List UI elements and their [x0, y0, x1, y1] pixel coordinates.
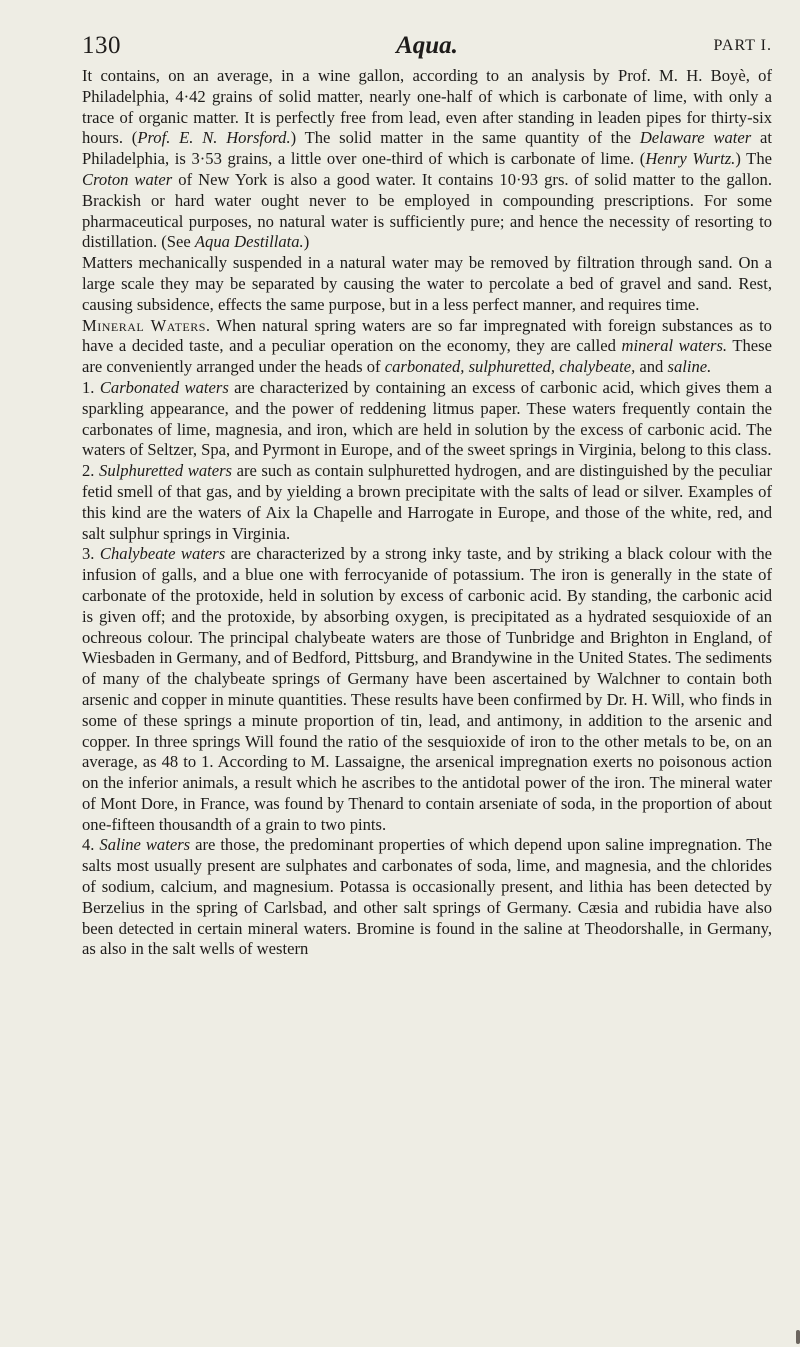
text-run: 2. [82, 461, 100, 481]
paragraph [82, 835, 772, 960]
paragraph [82, 253, 772, 315]
print-speck [796, 1330, 800, 1344]
paragraph [82, 378, 772, 461]
text-run: ) The [735, 149, 772, 169]
paragraph [82, 316, 772, 378]
text-run: When natural spring waters are so far impregnated with foreign substances as to have a decided taste, and a peculiar operation on the economy, they are called [82, 315, 772, 356]
page-header [82, 30, 772, 66]
italic-text: Saline waters [99, 835, 191, 855]
page-number: 130 [82, 32, 121, 59]
text-run: ) [303, 232, 310, 252]
italic-text: Delaware water [639, 128, 752, 148]
italic-text: Croton water [82, 169, 173, 189]
italic-text: carbonated, sulphuretted, chalybeate, [384, 357, 636, 377]
text-run: are characterized by a strong inky taste, and by striking a black colour with the infusion of galls, and a blue one with ferrocyanide of potassium. The iron is generally in the state of carbonate of the protoxide, held in solution by excess of carbonic acid. By standing, the carbonic acid is given off; and the protoxide, by absorbing oxygen, is precipitated as a hydrated sesquioxide of an ochreous colour. The principal chalybeate waters are those of Tunbridge and Brighton in England, of Wiesbaden in Germany, and of Bedford, Pittsburg, and Brandywine in the United States. The sediments of many of the chalybeate springs of Germany have been ascertained by Walchner to contain both arsenic and copper in minute quantities. These results have been confirmed by Dr. H. Will, who finds in some of these springs a minute proportion of tin, lead, and antimony, in addition to the arsenic and copper. In three springs Will found the ratio of the sesquioxide of iron to the other metals to be, on an average, as 48 to 1. According to M. Lassaigne, the arsenical impregnation exerts no poisonous action on the inferior animals, a result which he ascribes to the antidotal power of the iron. The mineral water of Mont Dore, in France, was found by Thenard to contain arseniate of soda, in the proportion of about one-fifteen thousandth of a grain to two pints. [82, 544, 772, 834]
text-run: at Philadelphia, is 3·53 grains, a little over one-third of which is carbonate of lime. ( [82, 128, 772, 169]
part-label: PART I. [713, 37, 772, 54]
text-run: are such as contain sulphuretted hydrogen, and are distinguished by the peculiar fetid smell of that gas, and by yielding a brown precipitate with the salts of lead or silver. Examples of this kind are the waters of Aix la Chapelle and Harrogate in Europe, and those of the white, red, and salt sulphur springs in Virginia. [82, 461, 772, 543]
italic-text: Aqua Destillata. [194, 232, 304, 252]
text-run: 3. [82, 544, 100, 564]
paragraph [82, 66, 772, 253]
book-page [82, 30, 772, 960]
text-run: 4. [82, 835, 100, 855]
italic-text: Chalybeate waters [99, 544, 226, 564]
text-run: It contains, on an average, in a wine gallon, according to an analysis by Prof. M. H. Boyè, of Philadelphia, 4·42 grains of solid matter, nearly one-half of which is carbonate of lime, with only a trace of organic matter. It is perfectly free from lead, even after standing in leaden pipes for thirty-six hours. ( [82, 66, 772, 148]
text-run: are characterized by containing an excess of carbonic acid, which gives them a sparkling appearance, and the power of reddening litmus paper. These waters frequently contain the carbonates of lime, magnesia, and iron, which are held in solution by the excess of carbonic acid. The waters of Seltzer, Spa, and Pyrmont in Europe, and of the sweet springs in Virginia, belong to this class. [82, 377, 773, 460]
section-heading: Mineral Waters. [82, 315, 211, 335]
paragraph [82, 544, 772, 835]
italic-text: Henry Wurtz. [645, 149, 736, 169]
text-run: and [635, 357, 668, 377]
italic-text: saline. [667, 357, 712, 377]
italic-text: Carbonated waters [99, 377, 229, 397]
text-run: ) The solid matter in the same quantity of the [290, 128, 640, 148]
italic-text: mineral waters. [621, 336, 728, 356]
text-run: These are conveniently arranged under the heads of [82, 336, 772, 377]
italic-text: Prof. E. N. Horsford. [137, 128, 291, 148]
italic-text: Sulphuretted waters [99, 461, 233, 481]
text-run: are those, the predominant properties of which depend upon saline impregnation. The salts most usually present are sulphates and carbonates of soda, lime, and magnesia, and the chlorides of sodium, calcium, and magnesium. Potassa is occasionally present, and lithia has been detected by Berzelius in the spring of Carlsbad, and other salt springs of Germany. Cæsia and rubidia have also been detected in certain mineral waters. Bromine is found in the saline at Theodorshalle, in Germany, as also in the salt wells of western [82, 835, 772, 959]
body-text [82, 66, 772, 960]
text-run: of New York is also a good water. It contains 10·93 grs. of solid matter to the gallon. Brackish or hard water ought never to be employed in compounding prescriptions. For some pharmaceutical purposes, no natural water is sufficiently pure; and hence the necessity of resorting to distillation. (See [82, 169, 773, 252]
paragraph [82, 461, 772, 544]
running-title: Aqua. [396, 32, 458, 59]
text-run: 1. [82, 377, 100, 397]
text-run: Matters mechanically suspended in a natural water may be removed by filtration through sand. On a large scale they may be separated by causing the water to percolate a bed of gravel and sand. Rest, causing subsidence, effects the same purpose, but in a less perfect manner, and requires time. [82, 253, 772, 314]
